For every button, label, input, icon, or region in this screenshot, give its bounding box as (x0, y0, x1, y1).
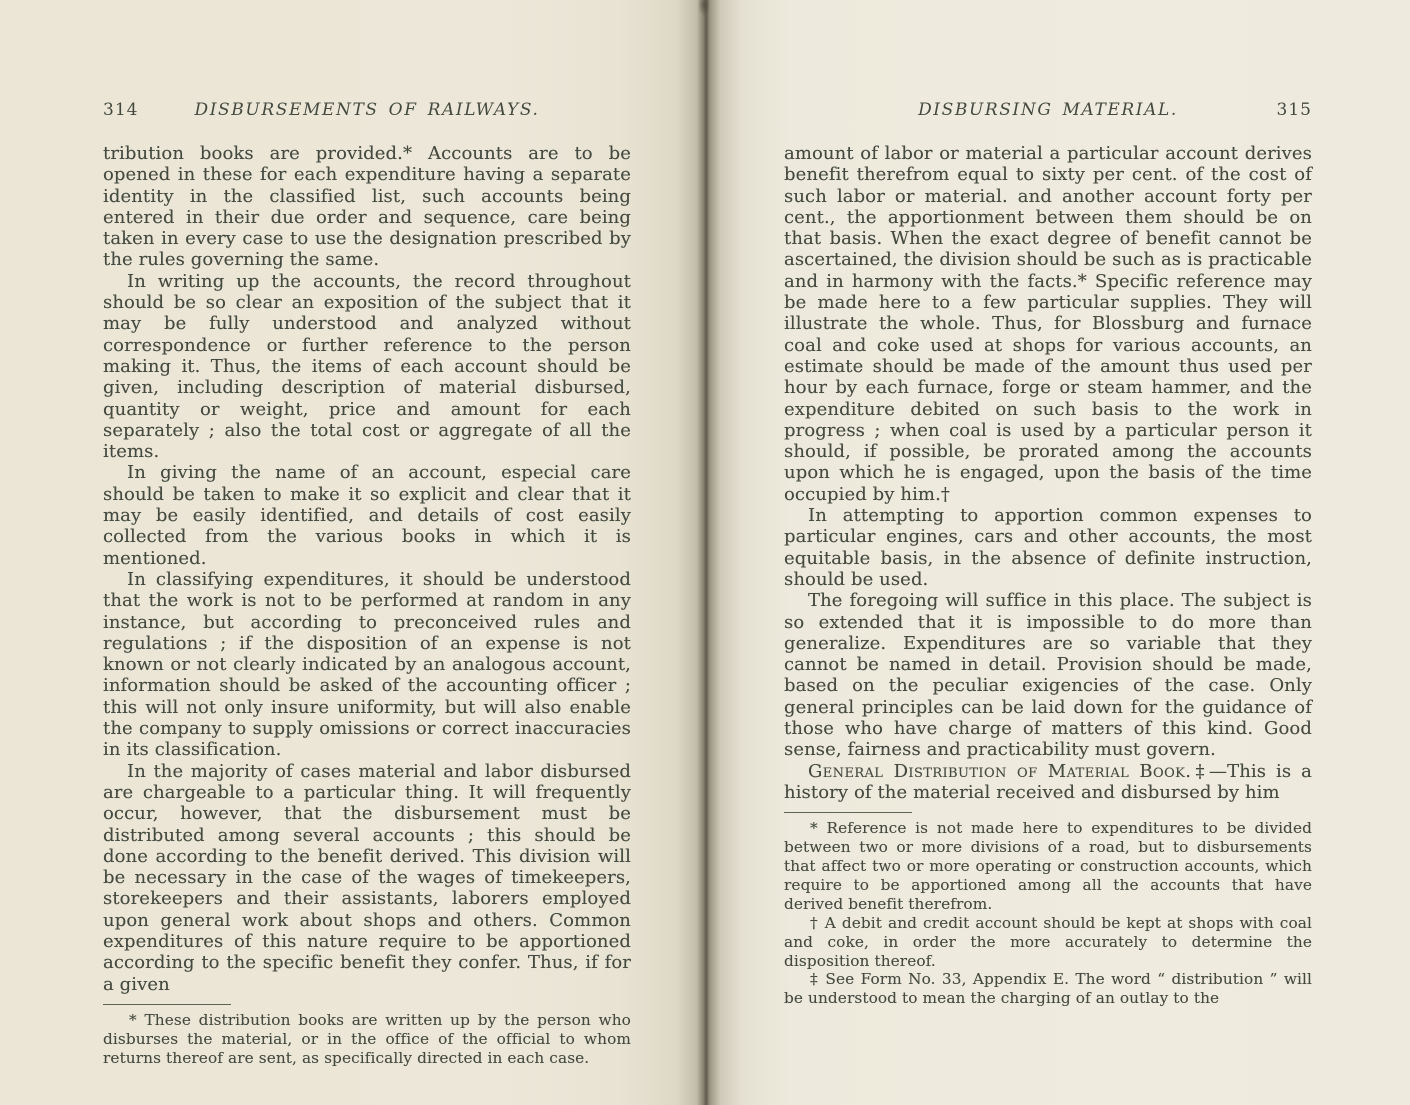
paragraph: tribution books are provided.* Accounts are to be opened in these for each expenditure having a separate identity in the classified list, such accounts being entered in their due order and sequence, care being taken in every case to use the designation prescribed by the rules governing the same. (103, 143, 631, 271)
footnote: * Reference is not made here to expenditures to be divided between two or more divisions of a road, but to disbursements that affect two or more operating or construction accounts, which require to be apportioned among all the accounts that have derived benefit therefrom. (784, 819, 1312, 913)
page-number-right: 315 (1276, 100, 1312, 120)
page-left (103, 100, 631, 1068)
footnote: † A debit and credit account should be kept at shops with coal and coke, in order the more accurately to determine the disposition thereof. (784, 913, 1312, 970)
heading-paragraph-rest: —This is a history of the material received and disbursed by him (784, 760, 1313, 803)
page-body-right (784, 143, 1312, 803)
running-head-left (103, 100, 631, 120)
paragraph-smallcaps-heading (784, 761, 1312, 804)
running-head-right (784, 100, 1312, 120)
footnote-rule-right (784, 812, 912, 813)
paragraph: In writing up the accounts, the record throughout should be so clear an exposition of the subject that it may be fully understood and analyzed without correspondence or further reference to the person making it. Thus, the items of each account should be given, including description of material disbursed, quantity or weight, price and amount for each separately ; also the total cost or aggregate of all the items. (103, 270, 631, 463)
page-body-left (103, 143, 631, 995)
paragraph: In classifying expenditures, it should be understood that the work is not to be performed at random in any instance, but according to preconceived rules and regulations ; if the disposition of an expense is not known or not clearly indicated by an analogous account, information should be asked of the accounting officer ; this will not only insure uniformity, but will also enable the company to supply omissions or correct inaccuracies in its classification. (103, 568, 631, 761)
paragraph: In giving the name of an account, especial care should be taken to make it so explicit and clear that it may be easily identified, and details of cost easily collected from the various books in which it is mentioned. (103, 462, 631, 569)
paragraph: In the majority of cases material and labor disbursed are chargeable to a particular thing. It will frequently occur, however, that the disbursement must be distributed among several accounts ; this should be done according to the benefit derived. This division will be necessary in the case of the wages of timekeepers, storekeepers and their assistants, laborers employed upon general work about shops and others. Common expenditures of this nature require to be apportioned according to the specific benefit they confer. Thus, if for a given (103, 760, 631, 995)
paragraph: amount of labor or material a particular account derives benefit therefrom equal to sixty per cent. of the cost of such labor or material. and another account forty per cent., the apportionment between them should be on that basis. When the exact degree of benefit cannot be ascertained, the division should be such as is practicable and in harmony with the facts.* Specific reference may be made here to a few particular supplies. They will illustrate the whole. Thus, for Blossburg and furnace coal and coke used at shops for various accounts, an estimate should be made of the amount thus used per hour by each furnace, forge or steam hammer, and the expenditure debited on such basis to the work in progress ; when coal is used by a particular person it should, if possible, be prorated among the accounts upon which he is engaged, upon the basis of the time occupied by him.† (784, 143, 1312, 505)
footnotes-right (784, 819, 1312, 1008)
footnote: ‡ See Form No. 33, Appendix E. The word “ distribution ” will be understood to mean the charging of an outlay to the (784, 970, 1312, 1008)
page-number-left: 314 (103, 100, 139, 120)
footnote: * These distribution books are written up by the person who disburses the material, or in the office of the official to whom returns thereof are sent, as specifically directed in each case. (103, 1010, 631, 1067)
running-title-left: DISBURSEMENTS OF RAILWAYS. (194, 100, 540, 120)
running-title-right: DISBURSING MATERIAL. (918, 100, 1178, 120)
footnote-rule-left (103, 1004, 231, 1005)
page-right (784, 100, 1312, 1008)
paragraph: In attempting to apportion common expenses to particular engines, cars and other accounts, the most equitable basis, in the absence of definite instruction, should be used. (784, 505, 1312, 590)
gutter-shadow (698, 0, 710, 16)
paragraph: The foregoing will suffice in this place. The subject is so extended that it is impossible to do more than generalize. Expenditures are so variable that they cannot be named in detail. Provision should be made, based on the peculiar exigencies of the case. Only general principles can be laid down for the guidance of those who have charge of matters of this kind. Good sense, fairness and practicability must govern. (784, 590, 1312, 761)
footnotes-left (103, 1011, 631, 1068)
smallcaps-heading: General Distribution of Material Book.‡ (808, 760, 1210, 782)
